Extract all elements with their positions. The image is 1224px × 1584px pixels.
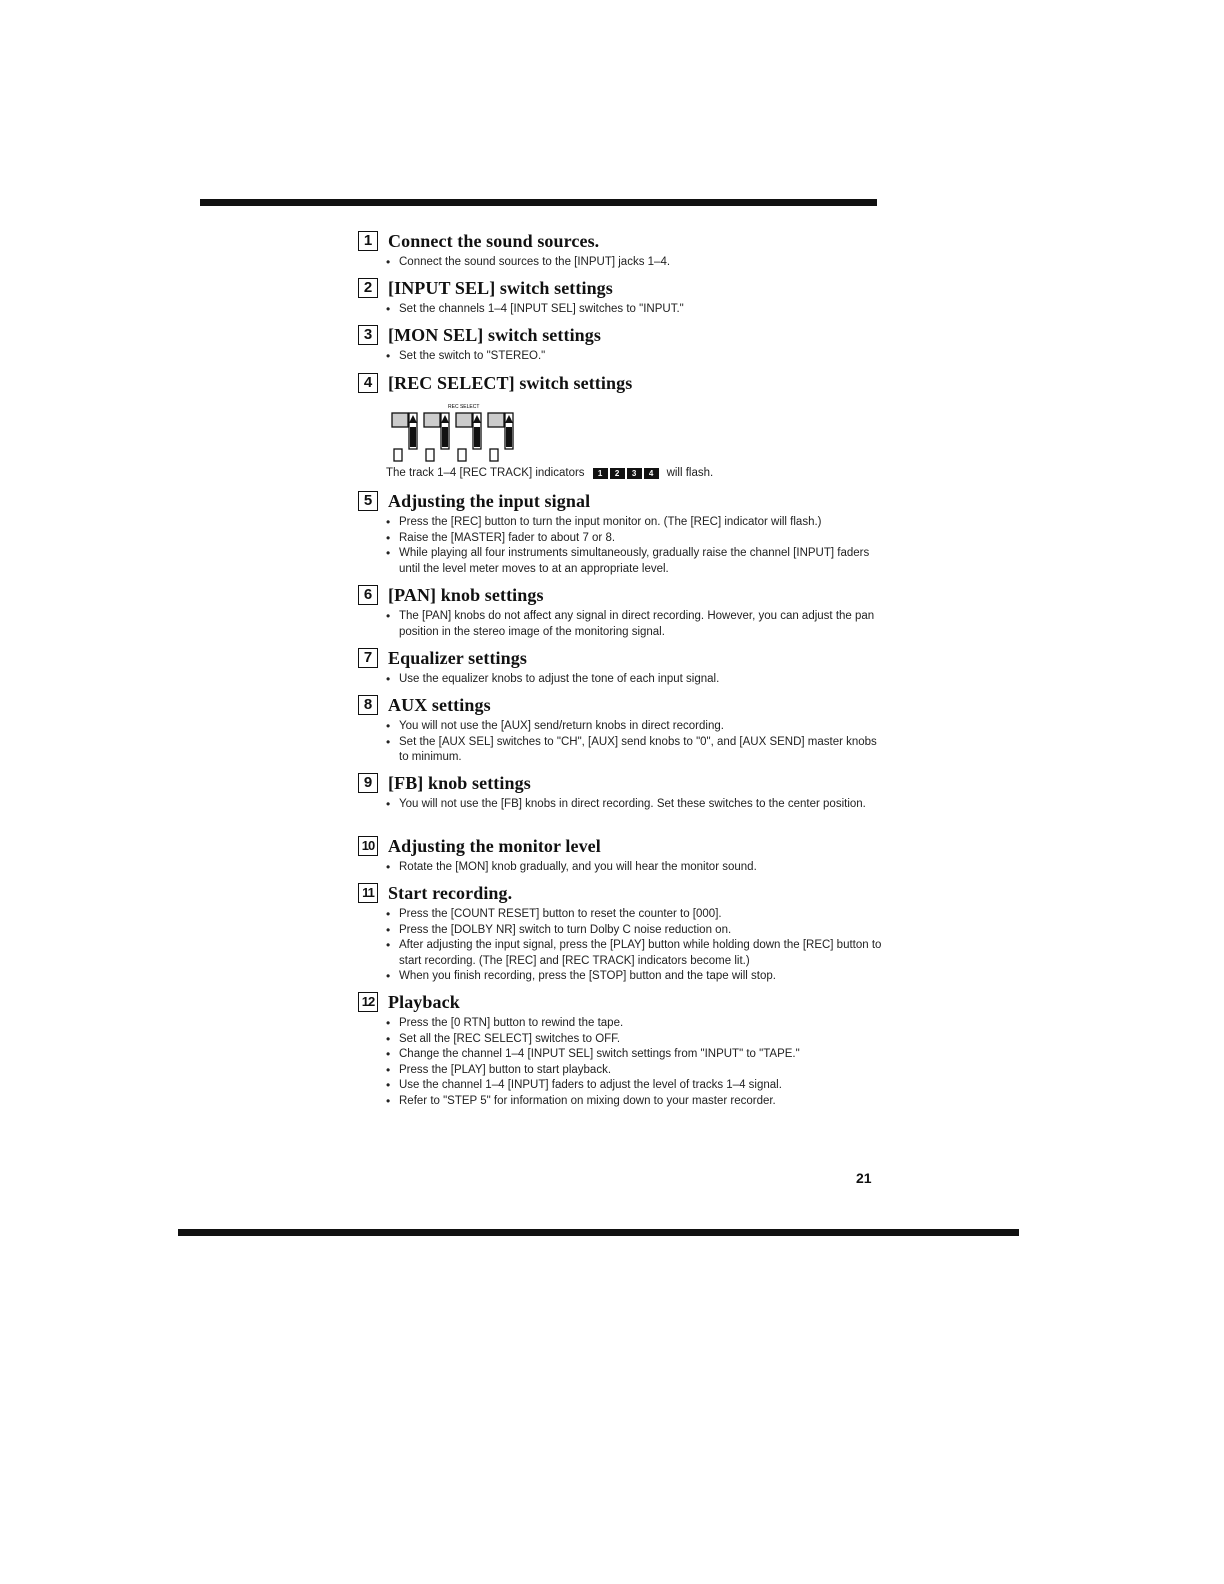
step-10 — [358, 834, 888, 876]
list-item: • Press the [0 RTN] button to rewind the tape. — [386, 1016, 888, 1032]
step-title: Start recording. — [388, 882, 513, 903]
step-heading — [358, 489, 888, 513]
step-title: [REC SELECT] switch settings — [388, 372, 633, 393]
bullet-list — [358, 515, 888, 577]
step-number: 9 — [358, 773, 378, 793]
step-heading — [358, 646, 888, 670]
step-heading — [358, 229, 888, 253]
step-title: [INPUT SEL] switch settings — [388, 277, 613, 298]
step-9 — [358, 771, 888, 813]
list-item: • Raise the [MASTER] fader to about 7 or 8. — [386, 531, 888, 547]
rec-track-note — [358, 467, 888, 479]
bullet-list — [358, 719, 888, 766]
step-number: 11 — [358, 883, 378, 903]
step-heading — [358, 881, 888, 905]
list-item: • Set the channels 1–4 [INPUT SEL] switches to "INPUT." — [386, 302, 888, 318]
bullet-list — [358, 1016, 888, 1109]
track-indicator: 4 — [644, 468, 659, 479]
bullet-list — [358, 797, 888, 813]
bullet-list — [358, 349, 888, 365]
track-indicator: 2 — [610, 468, 625, 479]
step-title: Adjusting the monitor level — [388, 835, 601, 856]
step-number: 7 — [358, 648, 378, 668]
rec-select-switches-illustration — [386, 401, 526, 461]
step-heading — [358, 371, 888, 395]
rec-select-switch-icon — [386, 401, 526, 465]
step-heading — [358, 583, 888, 607]
list-item: • Set the switch to "STEREO." — [386, 349, 888, 365]
track-indicator: 3 — [627, 468, 642, 479]
step-heading — [358, 693, 888, 717]
step-title: [PAN] knob settings — [388, 584, 544, 605]
step-3 — [358, 323, 888, 365]
step-heading — [358, 276, 888, 300]
step-11 — [358, 881, 888, 985]
step-4 — [358, 371, 888, 479]
list-item: • While playing all four instruments simultaneously, gradually raise the channel [INPUT] faders until the level meter moves to at an appropriate level. — [386, 546, 888, 577]
list-item: • Press the [COUNT RESET] button to reset the counter to [000]. — [386, 907, 888, 923]
step-number: 2 — [358, 278, 378, 298]
list-item: • Change the channel 1–4 [INPUT SEL] switch settings from "INPUT" to "TAPE." — [386, 1047, 888, 1063]
list-item: • Set the [AUX SEL] switches to "CH", [AUX] send knobs to "0", and [AUX SEND] master knobs to minimum. — [386, 735, 888, 766]
step-heading — [358, 771, 888, 795]
list-item: • Press the [PLAY] button to start playback. — [386, 1063, 888, 1079]
step-6 — [358, 583, 888, 640]
step-title: Connect the sound sources. — [388, 230, 600, 251]
step-title: [FB] knob settings — [388, 772, 531, 793]
list-item: • Press the [DOLBY NR] switch to turn Dolby C noise reduction on. — [386, 923, 888, 939]
step-title: AUX settings — [388, 694, 491, 715]
step-heading — [358, 323, 888, 347]
step-number: 4 — [358, 373, 378, 393]
list-item: • Connect the sound sources to the [INPUT] jacks 1–4. — [386, 255, 888, 271]
bullet-list — [358, 609, 888, 640]
step-heading — [358, 990, 888, 1014]
step-number: 6 — [358, 585, 378, 605]
step-5 — [358, 489, 888, 577]
note-text: will flash. — [666, 467, 714, 479]
rec-track-indicators — [593, 468, 659, 479]
step-7 — [358, 646, 888, 688]
list-item: • The [PAN] knobs do not affect any signal in direct recording. However, you can adjust the pan position in the stereo image of the monitoring signal. — [386, 609, 888, 640]
step-title: [MON SEL] switch settings — [388, 324, 601, 345]
note-text: The track 1–4 [REC TRACK] indicators — [386, 467, 585, 479]
step-number: 10 — [358, 836, 378, 856]
step-number: 12 — [358, 992, 378, 1012]
list-item: • Rotate the [MON] knob gradually, and you will hear the monitor sound. — [386, 860, 888, 876]
bullet-list — [358, 907, 888, 985]
step-number: 3 — [358, 325, 378, 345]
list-item: • You will not use the [FB] knobs in direct recording. Set these switches to the center position. — [386, 797, 888, 813]
step-title: Adjusting the input signal — [388, 490, 591, 511]
step-heading — [358, 834, 888, 858]
bullet-list — [358, 302, 888, 318]
top-rule — [200, 199, 877, 206]
step-12 — [358, 990, 888, 1109]
step-number: 5 — [358, 491, 378, 511]
list-item: • Use the channel 1–4 [INPUT] faders to adjust the level of tracks 1–4 signal. — [386, 1078, 888, 1094]
step-1 — [358, 229, 888, 271]
list-item: • When you finish recording, press the [STOP] button and the tape will stop. — [386, 969, 888, 985]
track-indicator: 1 — [593, 468, 608, 479]
list-item: • Set all the [REC SELECT] switches to OFF. — [386, 1032, 888, 1048]
bullet-list — [358, 672, 888, 688]
page-number: 21 — [856, 1170, 872, 1186]
step-number: 8 — [358, 695, 378, 715]
list-item: • After adjusting the input signal, press the [PLAY] button while holding down the [REC] button to start recording. (The [REC] and [REC TRACK] indicators become lit.) — [386, 938, 888, 969]
list-item: • Press the [REC] button to turn the input monitor on. (The [REC] indicator will flash.) — [386, 515, 888, 531]
list-item: • Use the equalizer knobs to adjust the tone of each input signal. — [386, 672, 888, 688]
step-number: 1 — [358, 231, 378, 251]
step-2 — [358, 276, 888, 318]
step-title: Playback — [388, 991, 460, 1012]
list-item: • Refer to "STEP 5" for information on mixing down to your master recorder. — [386, 1094, 888, 1110]
figure-label: REC SELECT — [448, 404, 480, 410]
bottom-rule — [178, 1229, 1019, 1236]
list-item: • You will not use the [AUX] send/return knobs in direct recording. — [386, 719, 888, 735]
bullet-list — [358, 255, 888, 271]
bullet-list — [358, 860, 888, 876]
step-title: Equalizer settings — [388, 647, 527, 668]
step-8 — [358, 693, 888, 766]
